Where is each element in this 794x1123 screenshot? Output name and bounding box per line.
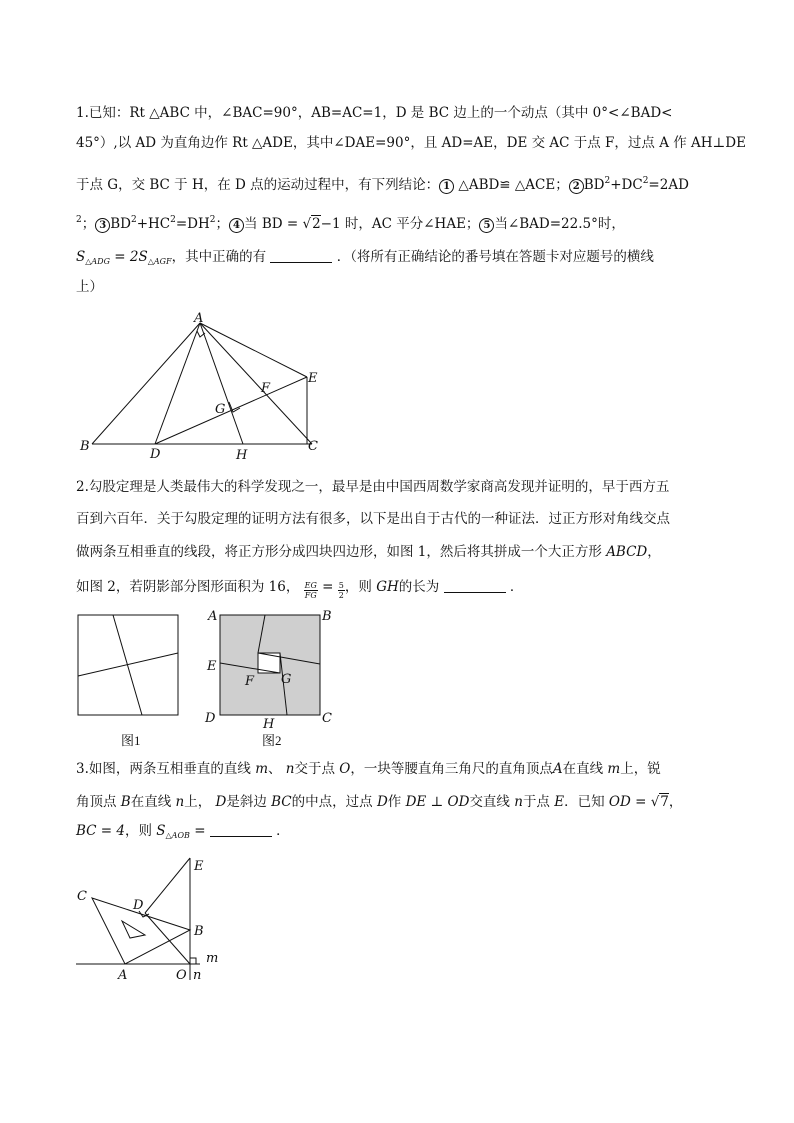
q1-label-B: B: [80, 439, 90, 454]
circled-number-2: 2: [569, 179, 584, 194]
q2-label-H: H: [263, 717, 275, 732]
q1-label-C: C: [308, 439, 318, 454]
fraction-5-2: $\frac{5}{2}$: [338, 581, 344, 600]
q2-label-B: B: [322, 609, 332, 624]
q2-label-E: E: [207, 659, 217, 674]
q3-label-C: C: [77, 889, 87, 904]
q3-label-E: E: [194, 859, 204, 874]
circled-number-1: 1: [439, 179, 454, 194]
circled-number-3: 3: [95, 218, 110, 233]
q1-line-3: 于点 G，交 BC 于 H，在 D 点的运动过程中，有下列结论： 1 △ABD≌ △ACE； 2 $BD^2+DC^2=2AD$: [76, 176, 689, 193]
q2-fig2-caption: 图2: [262, 733, 282, 748]
q1-label-A: A: [194, 311, 204, 326]
q1-label-G: G: [215, 402, 226, 417]
q3-label-B: B: [194, 924, 204, 939]
q2-label-C: C: [322, 711, 332, 726]
q3-label-n: n: [193, 968, 202, 983]
q2-label-A: A: [208, 609, 218, 624]
q3-label-D: D: [133, 898, 144, 913]
circled-number-5: 5: [479, 218, 494, 233]
q3-label-A: A: [118, 968, 128, 983]
q1-line-2: 45°）,以 AD 为直角边作 Rt △ADE，其中∠DAE=90°，且 AD=AE，DE 交 AC 于点 F，过点 A 作 AH⊥DE: [76, 135, 746, 151]
q1-label-H: H: [236, 448, 248, 463]
q1-line-1: 1.已知：Rt △ABC 中，∠BAC=90°，AB=AC=1，D 是 BC 边上的一个动点（其中 0°<∠BAD<: [76, 105, 673, 121]
q1-label-E: E: [308, 371, 318, 386]
q2-line-2: 百到六百年．关于勾股定理的证明方法有很多，以下是出自于古代的一种证法．过正方形对角线交点: [76, 511, 670, 527]
q2-line-4: 如图 2，若阴影部分图形面积为 16， $\frac{EG}{FG}$ = $\frac{5}{2}$ ，则 GH的长为 ．: [76, 579, 524, 600]
q2-label-D: D: [205, 711, 216, 726]
q3-line-1: 3.如图，两条互相垂直的直线 m、 n交于点 O，一块等腰直角三角尺的直角顶点A在直线 m上，锐: [76, 761, 661, 777]
q3-line-3: BC = 4，则 $S_{\triangle AOB}$ = ．: [76, 823, 290, 840]
q1-label-F: F: [261, 381, 271, 396]
q2-label-F: F: [245, 674, 255, 689]
q1-line-5: $S_{\triangle ADG} = 2S_{\triangle AGF}$，其中正确的有 ．（将所有正确结论的番号填在答题卡对应题号的横线: [76, 249, 654, 266]
q3-label-m: m: [206, 951, 219, 966]
q2-line-1: 2.勾股定理是人类最伟大的科学发现之一，最早是由中国西周数学家商高发现并证明的，早于西方五: [76, 479, 670, 495]
circled-number-4: 4: [229, 218, 244, 233]
q1-line-4: $^2$； 3 $BD^2+HC^2=DH^2$； 4 当 BD = √2−1 时，AC 平分∠HAE； 5 当∠BAD=22.5°时，: [76, 215, 625, 232]
q2-label-G: G: [281, 672, 292, 687]
q2-fig1-caption: 图1: [121, 733, 141, 748]
q1-line-6: 上）: [76, 279, 103, 295]
fraction-eg-fg: $\frac{EG}{FG}$: [304, 581, 317, 600]
q1-label-D: D: [150, 447, 161, 462]
q2-line-3: 做两条互相垂直的线段，将正方形分成四块四边形，如图 1，然后将其拼成一个大正方形 ABCD，: [76, 544, 661, 560]
q3-label-O: O: [176, 968, 187, 983]
q3-line-2: 角顶点 B在直线 n上， D是斜边 BC的中点，过点 D作 DE ⊥ OD交直线 n于点 E．已知 OD = √7，: [76, 794, 683, 810]
